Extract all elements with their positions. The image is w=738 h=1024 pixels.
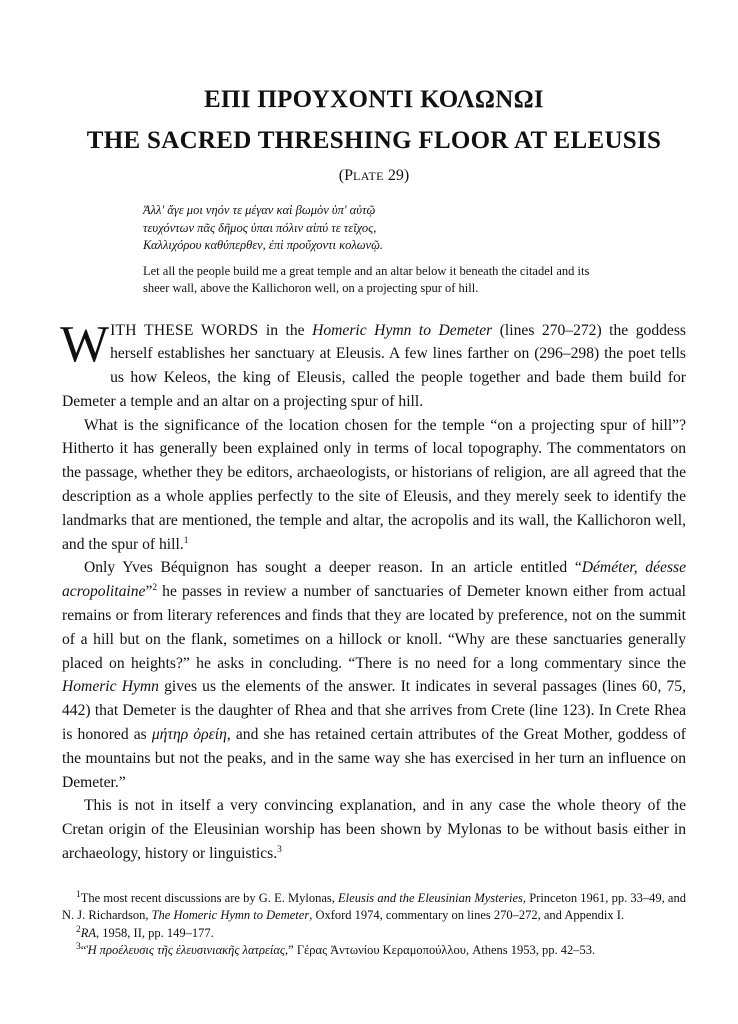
footnotes [62,890,686,960]
italic-greek: μήτηρ ὀρείη [151,726,227,744]
paragraph-1 [60,315,686,414]
italic-title: RA [80,925,97,940]
epigraph-greek [143,202,613,255]
paper-page [62,84,686,960]
paragraph-3 [62,556,686,794]
paragraph-4 [62,794,686,865]
text-run: ,” Γέρας Ἀντωνίου Κεραμοπούλλου, Athens 1953, pp. 42–53. [285,943,596,958]
text-run: ” [145,583,153,601]
italic-title: Homeric Hymn to Demeter [312,321,493,339]
plate-smallcaps: LATE [352,169,384,183]
text-run: gives us the elements of the answer. It indicates in several passages (lines 60, 75, 442) that Demeter is the daughter of Rhea and that she arrives from Crete (line 123). In Crete Rhea is honored as [62,678,686,744]
text-run: Only Yves Béquignon has sought a deeper reason. In an article entitled “ [84,559,582,577]
plate-open: (P [338,167,353,184]
paragraph-2 [62,414,686,557]
footnote-3 [62,942,686,960]
footnote-1 [62,890,686,925]
epigraph [143,202,613,298]
text-run: , Oxford 1974, commentary on lines 270–272, and Appendix I. [309,908,625,923]
plate-rest: 29) [383,167,410,184]
text-run: “ [80,943,87,958]
text-run: What is the significance of the location chosen for the temple “on a projecting spur of hill”? Hitherto it has generally been explained only in terms of local topography. The commentators on the passage, whether they be editors, archaeologists, or historians of religion, are all agreed that the description as a whole applies perfectly to the site of Eleusis, and they merely seek to identify the landmarks that are mentioned, the temple and altar, the acropolis and its wall, the Kallichoron well, and the spur of hill. [62,416,686,553]
text-run: , 1958, II, pp. 149–177. [96,925,214,940]
epigraph-greek-line: τευχόντων πᾶς δῆμος ὑπαι πόλιν αἰπύ τε τεῖχος, [143,220,377,235]
footnote-number: 2 [76,924,81,935]
text-run: , Princeton 1961, pp. 33–49, and N. J. Richardson, [62,890,686,923]
footnote-number: 3 [76,942,81,953]
text-run: he passes in review a number of sanctuaries of Demeter known either from actual remains or from literary references and finds that they are located by preference, not on the summit of a hill but on the flank, sometimes on a hillock or knoll. “Why are these sanctuaries generally placed on heights?” he asks in concluding. “There is no need for a long commentary since the [62,583,686,672]
footnote-number: 1 [76,889,81,900]
lead-in: ITH THESE WORDS [110,321,259,339]
text-run: in the [258,321,313,339]
epigraph-greek-line: Καλλιχόρου καθύπερθεν, ἐπὶ προὔχοντι κολωνῷ. [143,238,384,252]
footnote-marker: 3 [277,844,282,855]
text-run: , and she has retained certain attributes of the Great Mother, goddess of the mountains but not the peaks, and in the same way she has exercised in her turn an influence on Demeter.” [62,726,687,791]
italic-greek: Ἡ προέλευσις τῆς ἐλευσινιακῆς λατρείας [86,943,286,958]
italic-title: Déméter, déesse acropolitaine [62,559,687,601]
italic-title: Homeric Hymn [62,678,159,696]
text-run: The most recent discussions are by G. E. Mylonas, [80,890,339,905]
drop-cap: W [60,315,107,373]
italic-title: The Homeric Hymn to Demeter [151,908,310,923]
greek-title: ΕΠΙ ΠΡΟΥΧΟΝΤΙ ΚΟΛΩΝΩΙ [204,86,544,113]
english-title: THE SACRED THRESHING FLOOR AT ELEUSIS [86,127,662,154]
footnote-marker: 1 [183,535,189,546]
plate-reference [62,167,686,185]
text-run: (lines 270–272) the goddess herself establishes her sanctuary at Eleusis. A few lines farther on (296–298) the poet tells us how Keleos, the king of Eleusis, called the people together and bade them build for Demeter a temple and an altar on a projecting spur of hill. [62,321,686,410]
epigraph-greek-line: Ἀλλ' ἄγε μοι νηόν τε μέγαν καὶ βωμὸν ὑπ' αὐτῷ [143,203,376,217]
footnote-2 [62,925,686,943]
italic-title: Eleusis and the Eleusinian Mysteries [338,890,523,905]
text-run: This is not in itself a very convincing explanation, and in any case the whole theory of the Cretan origin of the Eleusinian worship has been shown by Mylonas to be without basis either in archaeology, history or linguistics. [62,797,686,863]
body-text [60,315,687,866]
footnote-marker: 2 [152,583,158,594]
epigraph-translation: Let all the people build me a great temple and an altar below it beneath the citadel and its sheer wall, above the Kallichoron well, on a projecting spur of hill. [143,263,590,295]
